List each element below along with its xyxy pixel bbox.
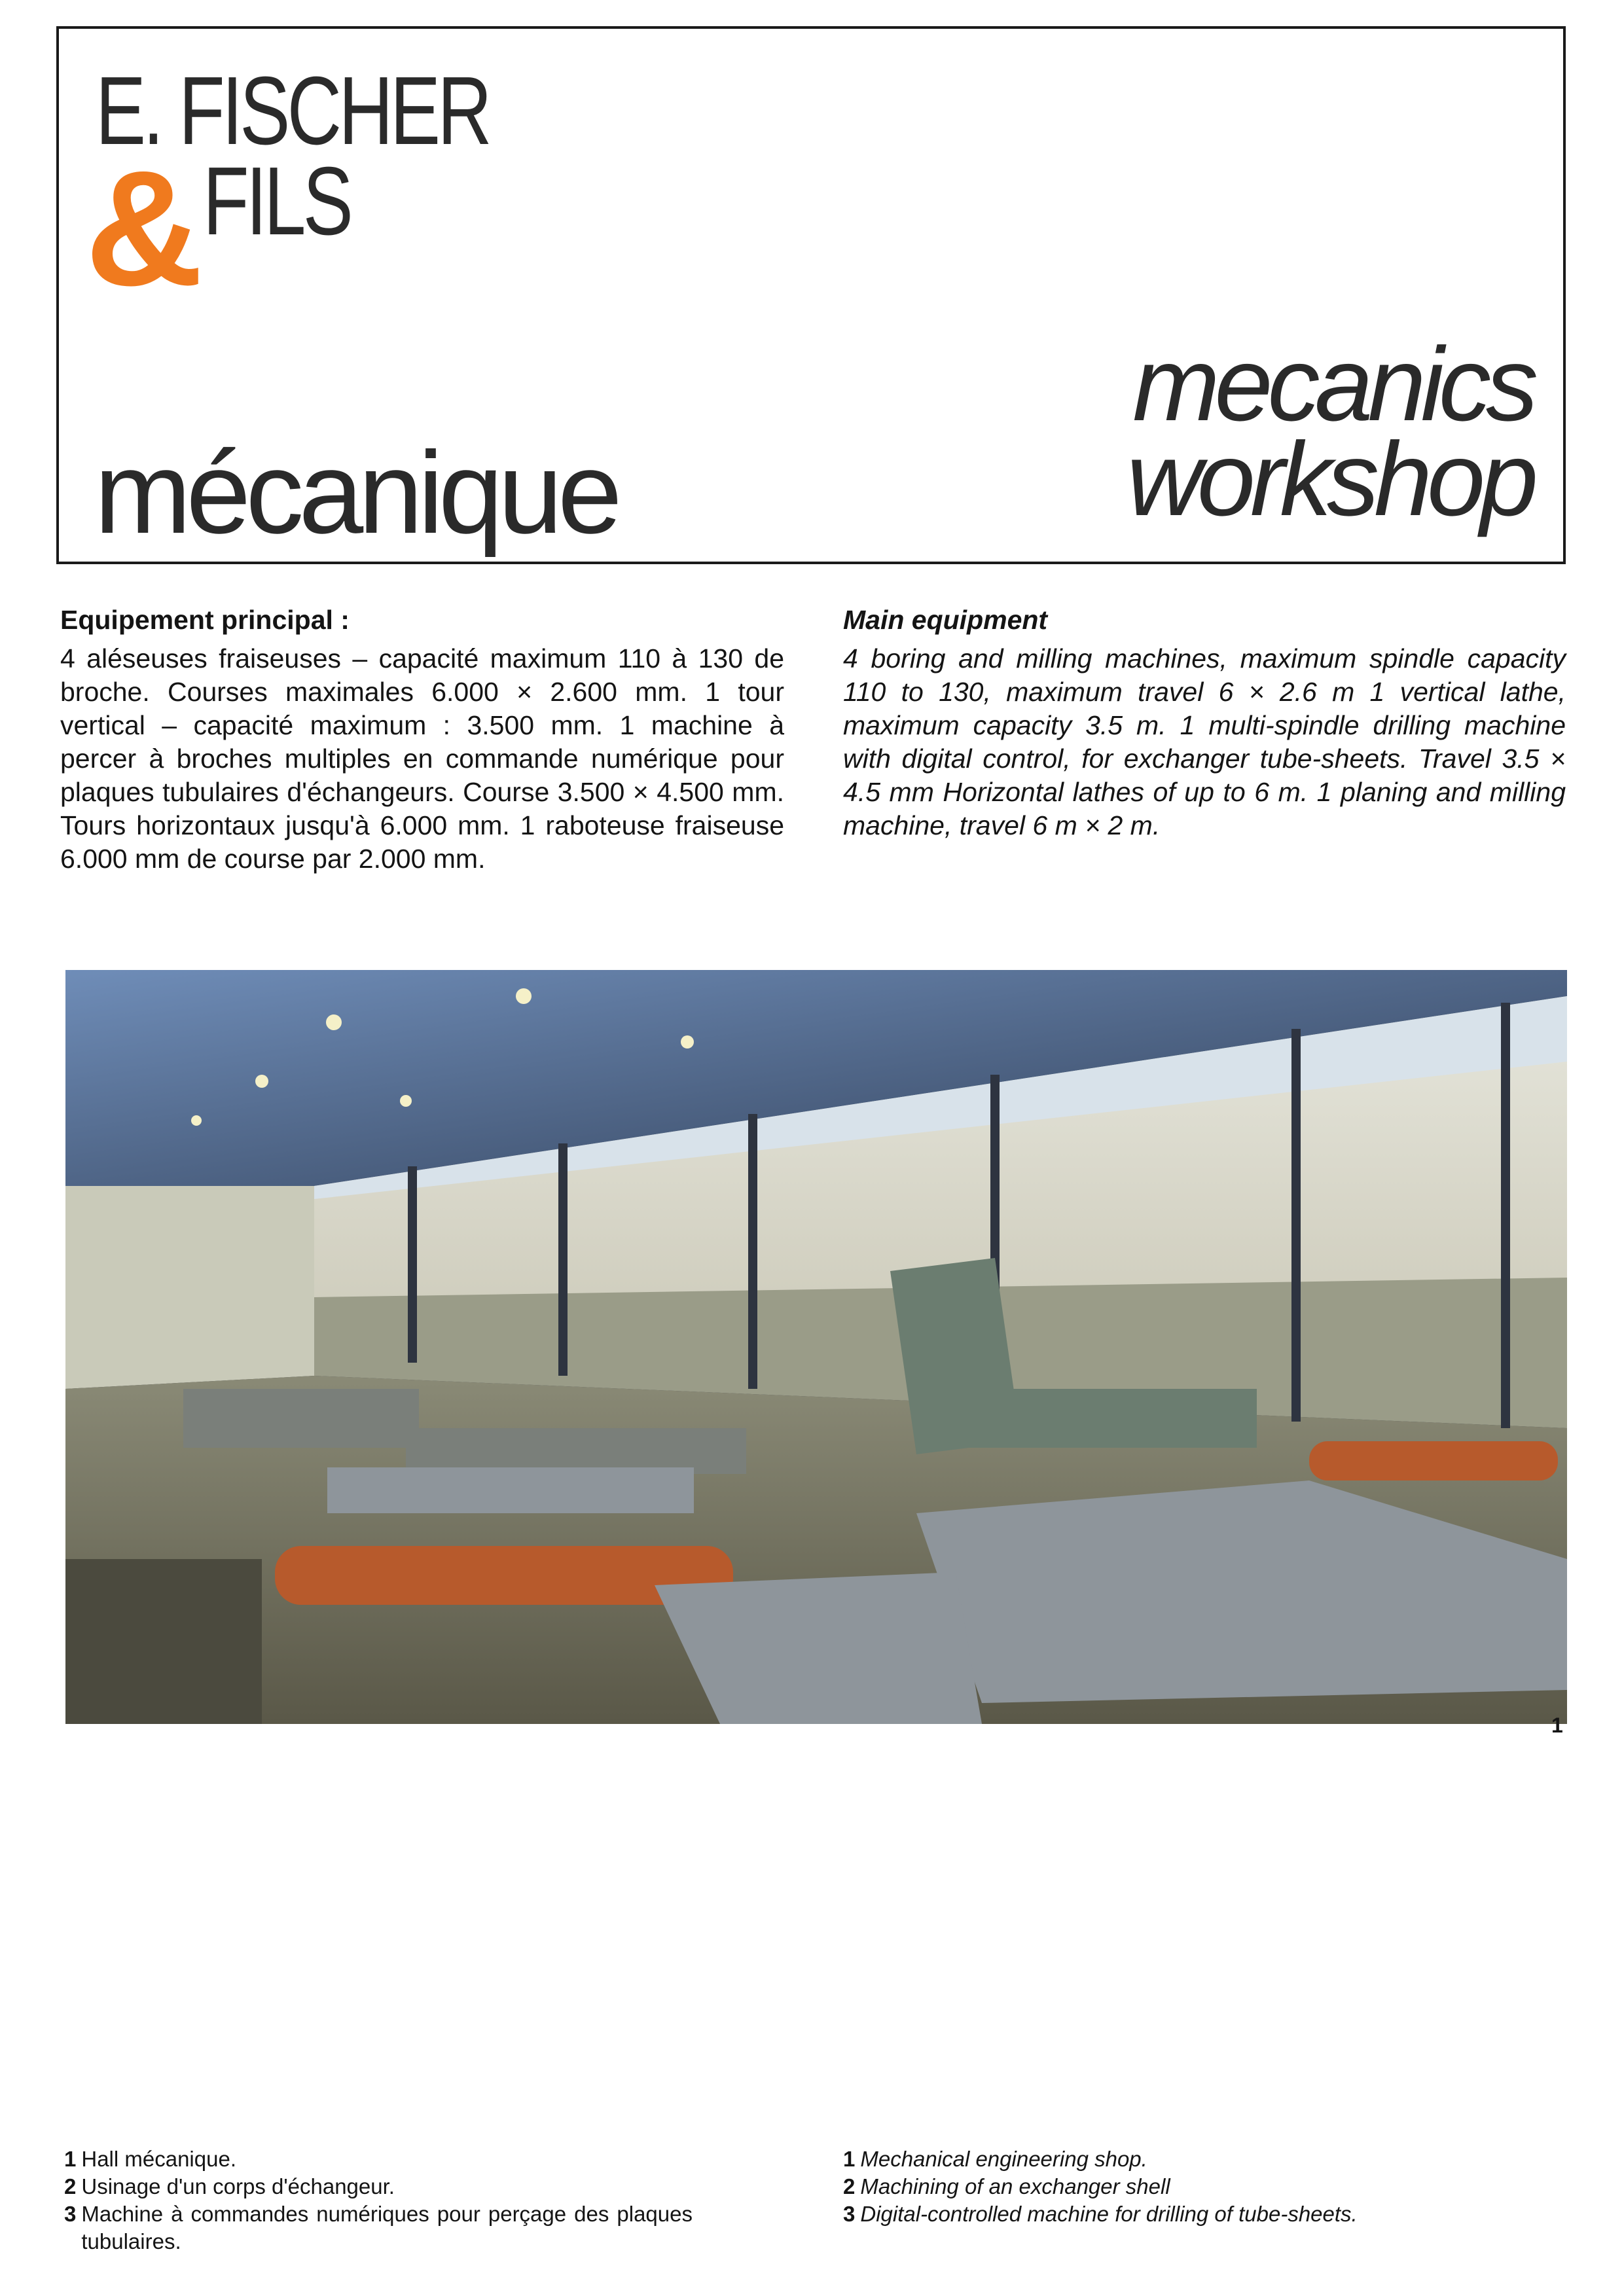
captions-french — [64, 2145, 693, 2255]
caption-number: 1 — [843, 2147, 856, 2171]
title-english-line2: workshop — [1127, 420, 1533, 537]
caption-text: Mechanical engineering shop. — [860, 2147, 1147, 2171]
title-french: mécanique — [94, 427, 617, 558]
workshop-photo — [65, 970, 1567, 1724]
french-column — [60, 603, 784, 876]
photo-number: 1 — [1551, 1713, 1563, 1737]
caption-number: 2 — [843, 2174, 856, 2198]
header-box — [56, 26, 1566, 564]
caption-text: Hall mécanique. — [81, 2147, 236, 2171]
caption-item — [64, 2173, 693, 2200]
french-heading: Equipement principal : — [60, 605, 350, 635]
english-body: 4 boring and milling machines, maximum spindle capacity 110 to 130, maximum travel 6 × 2.6 m 1 vertical lathe, maximum capacity 3.5 m. 1 multi-spindle drilling machine with digital control, for exchanger tube-sheets. Travel 3.5 × 4.5 mm Horizontal lathes of up to 6 m. 1 planing and milling machine, travel 6 m × 2 m. — [843, 643, 1566, 840]
captions-english — [843, 2145, 1524, 2228]
caption-number: 2 — [64, 2174, 77, 2198]
english-heading: Main equipment — [843, 605, 1048, 635]
caption-text: Digital-controlled machine for drilling of tube-sheets. — [860, 2202, 1358, 2226]
caption-item — [64, 2200, 693, 2255]
caption-item — [843, 2173, 1524, 2200]
title-english-line1: mecanics — [1132, 325, 1533, 442]
caption-number: 3 — [843, 2202, 856, 2226]
caption-number: 1 — [64, 2147, 77, 2171]
french-body: 4 aléseuses fraiseuses – capacité maximum 110 à 130 de broche. Courses maximales 6.000 × 2.600 mm. 1 tour vertical – capacité maximum : 3.500 mm. 1 machine à percer à broches multiples en commande numérique pour plaques tubulaires d'échangeurs. Course 3.500 × 4.500 mm. Tours horizontaux jusqu'à 6.000 mm. 1 raboteuse fraiseuse 6.000 mm de course par 2.000 mm. — [60, 643, 784, 874]
logo-line2: FILS — [203, 147, 351, 255]
caption-text: Machining of an exchanger shell — [860, 2174, 1170, 2198]
english-column — [843, 603, 1566, 842]
logo-ampersand: & — [85, 137, 204, 319]
caption-item — [843, 2145, 1524, 2173]
caption-item — [843, 2200, 1524, 2228]
caption-item — [64, 2145, 693, 2173]
caption-text: Machine à commandes numériques pour perçage des plaques tubulaires. — [81, 2202, 693, 2253]
caption-text: Usinage d'un corps d'échangeur. — [81, 2174, 395, 2198]
caption-number: 3 — [64, 2202, 77, 2226]
logo-line1: E. FISCHER — [96, 57, 490, 165]
workshop-hall-illustration — [65, 970, 1567, 1724]
title-english — [1127, 325, 1533, 537]
